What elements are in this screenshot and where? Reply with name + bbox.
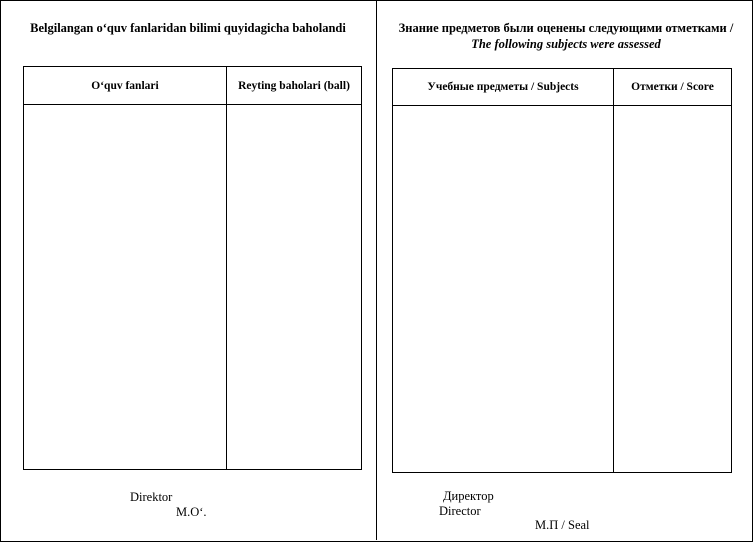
right-grades-table xyxy=(392,68,732,473)
right-seal-label: М.П / Seal xyxy=(535,518,590,532)
right-director-label-ru: Директор xyxy=(443,489,494,503)
left-director-label: Direktor xyxy=(130,490,173,504)
left-table-header-divider xyxy=(24,104,361,105)
left-seal-label: M.O‘. xyxy=(176,505,207,519)
page-divider xyxy=(376,0,377,540)
right-page-title xyxy=(386,20,746,52)
right-page-title-en: The following subjects were assessed xyxy=(471,37,661,51)
right-subjects-column-header: Учебные предметы / Subjects xyxy=(427,81,579,93)
left-page-title: Belgilangan o‘quv fanlaridan bilimi quyidagicha baholandi xyxy=(30,21,346,35)
right-table-header-divider xyxy=(393,105,731,106)
left-subjects-column-header: O‘quv fanlari xyxy=(91,79,159,92)
left-score-column-header: Reyting baholari (ball) xyxy=(238,79,350,92)
left-grades-table xyxy=(23,66,362,470)
right-director-label-en: Director xyxy=(439,504,481,518)
right-score-column-header: Отметки / Score xyxy=(631,81,714,93)
left-table-column-divider xyxy=(226,67,227,469)
right-table-column-divider xyxy=(613,69,614,472)
right-page-title-ru: Знание предметов были оценены следующими отметками / xyxy=(398,21,734,35)
